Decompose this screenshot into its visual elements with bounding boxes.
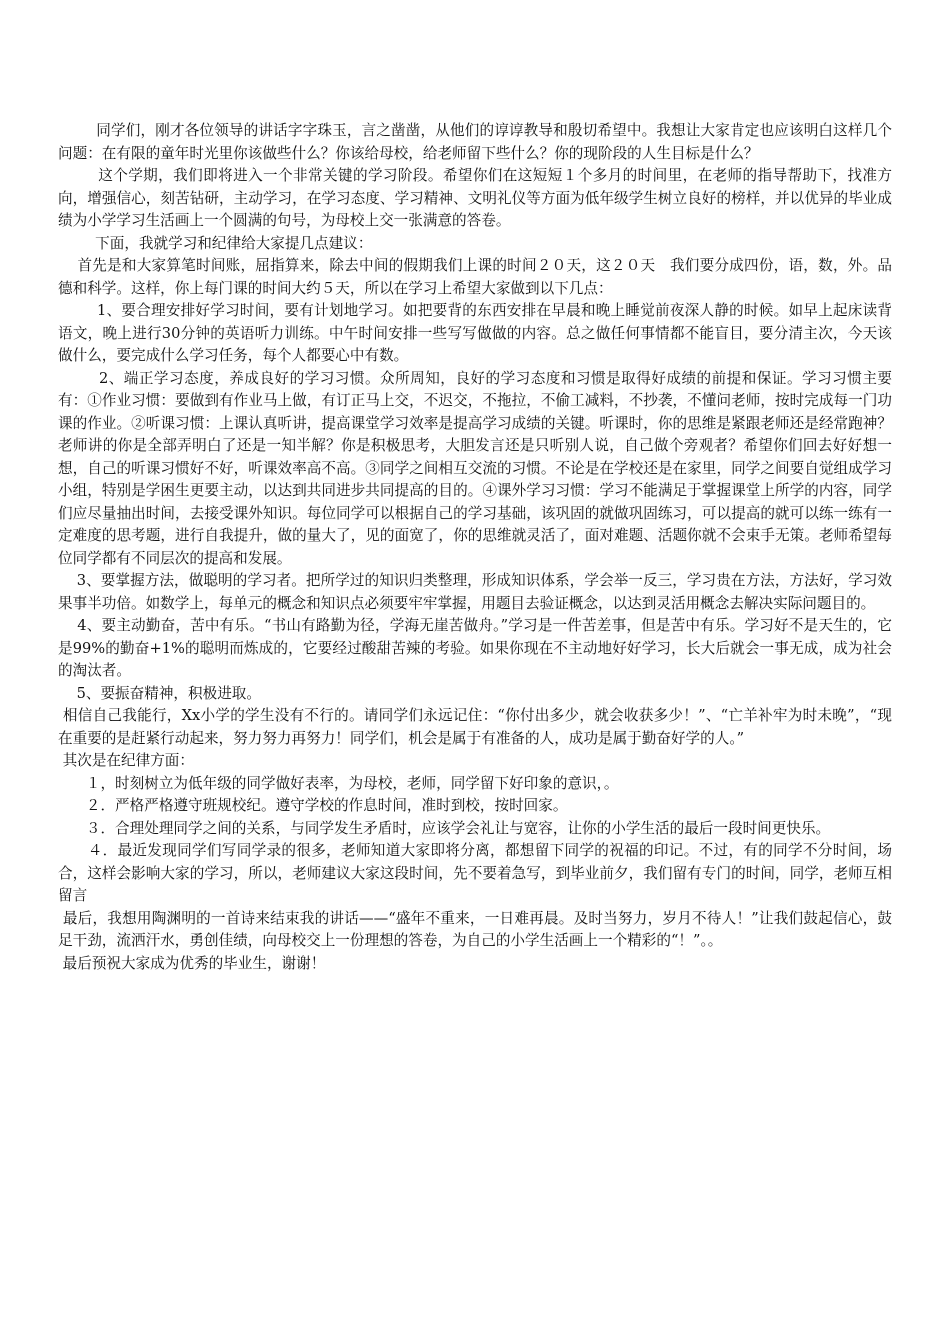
document-body [58, 120, 892, 975]
paragraph-intro: 同学们，刚才各位领导的讲话字字珠玉，言之凿凿，从他们的谆谆教导和殷切希望中。我想让大家肯定也应该明白这样几个问题：在有限的童年时光里你该做些什么？你该给母校，给老师留下些什么？你的现阶段的人生目标是什么？ [58, 122, 892, 162]
paragraph-point-5: 5、要振奋精神，积极进取。 [58, 684, 261, 702]
paragraph-point-4: 4、要主动勤奋，苦中有乐。“书山有路勤为径，学海无崖苦做舟。”学习是一件苦差事，但是苦中有乐。学习好不是天生的，它是99%的勤奋+1%的聪明而炼成的，它要经过酸甜苦辣的考验。如果你现在不主动地好好学习，长大后就会一事无成，成为社会的淘汰者。 [58, 617, 892, 679]
paragraph-point-3: 3、要掌握方法，做聪明的学习者。把所学过的知识归类整理，形成知识体系，学会举一反三，学习贵在方法，方法好，学习效果事半功倍。如数学上，每单元的概念和知识点必须要牢牢掌握，用题目去验证概念，以达到灵活用概念去解决实际问题目的。 [58, 572, 892, 612]
paragraph-time-account: 首先是和大家算笔时间账，屈指算来，除去中间的假期我们上课的时间２０天，这２０天 我们要分成四份，语，数，外。品德和科学。这样，你上每门课的时间大约５天，所以在学习上希望大家做到以下几点： [58, 257, 892, 297]
paragraph-discipline-1: １，时刻树立为低年级的同学做好表率，为母校，老师，同学留下好印象的意识，。 [58, 774, 619, 792]
paragraph-believe: 相信自己我能行，Xx小学的学生没有不行的。请同学们永远记住：“你付出多少，就会收获多少！”、“亡羊补牢为时未晚”，“现在重要的是赶紧行动起来，努力努力再努力！同学们，机会是属于有准备的人，成功是属于勤奋好学的人。” [58, 707, 892, 747]
paragraph-suggestions-heading: 下面，我就学习和纪律给大家提几点建议： [58, 234, 373, 252]
paragraph-discipline-heading: 其次是在纪律方面： [58, 752, 194, 769]
paragraph-point-1: 1、要合理安排好学习时间，要有计划地学习。如把要背的东西安排在早晨和晚上睡觉前夜深人静的时候。如早上起床读背语文，晚上进行30分钟的英语听力训练。中午时间安排一些写写做做的内容。总之做任何事情都不能盲目，要分清主次，今天该做什么，要完成什么学习任务，每个人都要心中有数。 [58, 302, 892, 364]
paragraph-semester: 这个学期，我们即将进入一个非常关键的学习阶段。希望你们在这短短１个多月的时间里，在老师的指导帮助下，找准方向，增强信心，刻苦钻研，主动学习，在学习态度、学习精神、文明礼仪等方面为低年级学生树立良好的榜样，并以优异的毕业成绩为小学学习生活画上一个圆满的句号，为母校上交一张满意的答卷。 [58, 167, 892, 229]
paragraph-farewell: 最后预祝大家成为优秀的毕业生，谢谢！ [58, 954, 326, 972]
paragraph-discipline-3: ３．合理处理同学之间的关系，与同学发生矛盾时，应该学会礼让与宽容，让你的小学生活的最后一段时间更快乐。 [58, 819, 831, 837]
paragraph-discipline-2: ２．严格严格遵守班规校纪。遵守学校的作息时间，准时到校，按时回家。 [58, 797, 568, 814]
paragraph-discipline-4: ４．最近发现同学们写同学录的很多，老师知道大家即将分离，都想留下同学的祝福的印记。不过，有的同学不分时间，场合，这样会影响大家的学习，所以，老师建议大家这段时间，先不要着急写，到毕业前夕，我们留有专门的时间，同学，老师互相留言 [58, 842, 892, 904]
paragraph-point-2: 2、端正学习态度，养成良好的学习习惯。众所周知，良好的学习态度和习惯是取得好成绩的前提和保证。学习习惯主要有：①作业习惯：要做到有作业马上做，有订正马上交，不迟交，不拖拉，不偷工减料，不抄袭，不懂问老师，按时完成每一门功课的作业。②听课习惯：上课认真听讲，提高课堂学习效率是提高学习成绩的关键。听课时，你的思维是紧跟老师还是经常跑神？老师讲的你是全部弄明白了还是一知半解？你是积极思考，大胆发言还是只听别人说，自己做个旁观者？希望你们回去好好想一想，自己的听课习惯好不好，听课效率高不高。③同学之间相互交流的习惯。不论是在学校还是在家里，同学之间要自觉组成学习小组，特别是学困生更要主动，以达到共同进步共同提高的目的。④课外学习习惯：学习不能满足于掌握课堂上所学的内容，同学们应尽量抽出时间，去接受课外知识。每位同学可以根据自己的学习基础，该巩固的就做巩固练习，可以提高的就可以练一练有一定难度的思考题，进行自我提升，做的量大了，见的面宽了，你的思维就灵活了，面对难题、活题你就不会束手无策。老师希望每位同学都有不同层次的提高和发展。 [58, 369, 892, 567]
paragraph-closing-poem: 最后，我想用陶渊明的一首诗来结束我的讲话——“盛年不重来，一日难再晨。及时当努力，岁月不待人！”让我们鼓起信心，鼓足干劲，流洒汗水，勇创佳绩，向母校交上一份理想的答卷，为自己的小学生活画上一个精彩的“！”。。 [58, 909, 892, 949]
